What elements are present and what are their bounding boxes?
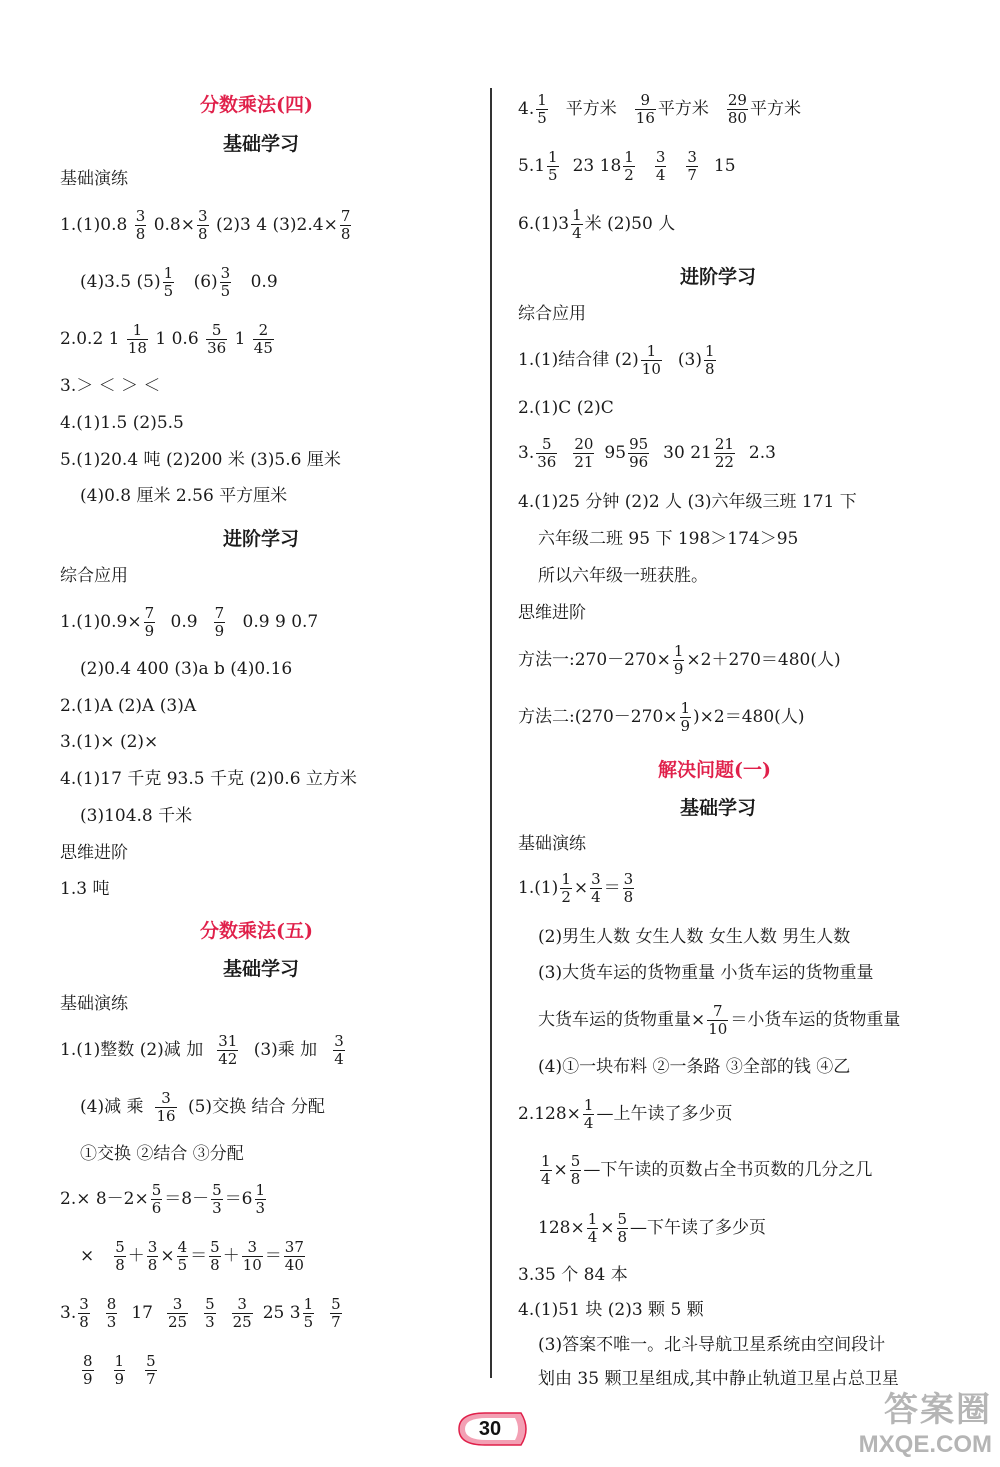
fraction-denominator: 40: [284, 1256, 304, 1274]
fraction-numerator: 1: [704, 342, 715, 360]
fraction: [163, 265, 175, 300]
answer-line-r2: 5.1 $\frac{1}{5}$ 23 18 $\frac{1}{2}$ $\frac{3}{4}$ $\frac{3}{7}$ 15: [518, 148, 736, 184]
fraction-denominator: 9: [114, 1370, 125, 1388]
fraction: [635, 92, 656, 127]
fraction-numerator: 3: [161, 1089, 171, 1107]
subheading-comprehensive-r: 综合应用: [518, 304, 586, 324]
fraction-numerator: 5: [617, 1210, 628, 1228]
fraction-numerator: 5: [210, 1238, 220, 1256]
fraction-denominator: 8: [115, 1256, 125, 1274]
fraction-numerator: 1: [561, 870, 571, 888]
answer-line-1: 1.(1)0.8 $\frac{3}{8}$ 0.8× $\frac{3}{8}$ (2)3 4 (3)2.4× $\frac{7}{8}$: [60, 207, 351, 243]
fraction-numerator: 7: [340, 207, 351, 225]
fraction-denominator: 8: [79, 1313, 89, 1331]
fraction: [253, 322, 274, 357]
fraction-denominator: 3: [255, 1199, 266, 1217]
fraction-numerator: 7: [214, 604, 225, 622]
fraction: [135, 208, 147, 243]
fraction-denominator: 36: [537, 453, 557, 471]
fraction: [217, 1033, 238, 1068]
fraction: [303, 1296, 315, 1331]
fraction-denominator: 7: [331, 1313, 341, 1331]
fraction-numerator: 3: [334, 1032, 344, 1050]
fraction-denominator: 8: [617, 1228, 628, 1246]
answer-line-6: 5.(1)20.4 吨 (2)200 米 (3)5.6 厘米: [60, 450, 341, 470]
fraction-numerator: 20: [574, 435, 594, 453]
watermark: [859, 1382, 992, 1459]
fraction: [106, 1296, 118, 1331]
fraction-numerator: 1: [163, 264, 174, 282]
fraction: [242, 1239, 263, 1274]
answer-line-14: 1.3 吨: [60, 879, 110, 899]
fraction-numerator: 8: [106, 1295, 117, 1313]
fraction-denominator: 9: [144, 622, 155, 640]
answer-line-20: 3. $\frac{3}{8}$ $\frac{8}{3}$ 17 $\frac{3}{25}$ $\frac{5}{3}$ $\frac{3}{25}$ 25 3 $\frac{1}{5}$ $\frac{5}{7}$: [60, 1295, 341, 1331]
fraction: [333, 1033, 345, 1068]
fraction-denominator: 5: [177, 1256, 188, 1274]
fraction-numerator: 3: [237, 1295, 247, 1313]
fraction-denominator: 10: [641, 360, 661, 378]
fraction-denominator: 4: [572, 224, 582, 242]
fraction-denominator: 16: [635, 109, 655, 127]
answer-line-r20: 3.35 个 84 本: [518, 1265, 628, 1285]
fraction-denominator: 4: [591, 888, 601, 906]
page-number: 30: [478, 1418, 502, 1440]
fraction-numerator: 5: [331, 1295, 341, 1313]
fraction: [641, 343, 662, 378]
fraction-denominator: 8: [210, 1256, 220, 1274]
fraction-numerator: 3: [197, 207, 208, 225]
fraction: [623, 871, 635, 906]
fraction-denominator: 4: [541, 1170, 551, 1188]
fraction: [144, 605, 156, 640]
fraction: [209, 1239, 221, 1274]
fraction: [232, 1296, 253, 1331]
fraction-denominator: 42: [218, 1050, 238, 1068]
fraction-denominator: 2: [624, 166, 634, 184]
fraction-denominator: 45: [253, 339, 273, 357]
fraction-denominator: 4: [655, 166, 666, 184]
fraction-numerator: 3: [687, 148, 697, 166]
page-number-badge: [455, 1409, 533, 1449]
answer-line-r13: (2)男生人数 女生人数 女生人数 男生人数: [538, 927, 851, 947]
answer-line-18: 2.× 8－2× $\frac{5}{6}$ ＝8－ $\frac{5}{3}$ ＝6 $\frac{1}{3}$: [60, 1181, 266, 1217]
subheading-basic-practice-r: 基础演练: [518, 834, 586, 854]
answer-line-5: 4.(1)1.5 (2)5.5: [60, 413, 184, 433]
fraction-denominator: 7: [146, 1370, 156, 1388]
answer-line-r8: 六年级二班 95 下 198＞174＞95: [538, 529, 799, 549]
fraction: [114, 1353, 126, 1388]
fraction-numerator: 3: [172, 1295, 183, 1313]
fraction-denominator: 5: [303, 1313, 314, 1331]
fraction: [255, 1182, 267, 1217]
fraction-denominator: 9: [214, 622, 225, 640]
fraction-numerator: 5: [211, 321, 222, 339]
fraction-numerator: 31: [218, 1032, 238, 1050]
fraction-numerator: 5: [212, 1181, 222, 1199]
fraction-denominator: 8: [197, 225, 208, 243]
fraction-denominator: 5: [220, 282, 231, 300]
fraction: [680, 700, 692, 735]
fraction-numerator: 29: [727, 91, 747, 109]
answer-line-r11: 方法二:(270－270× $\frac{1}{9}$ )×2＝480(人): [518, 699, 805, 735]
fraction: [204, 1296, 216, 1331]
fraction-denominator: 5: [163, 282, 174, 300]
heading-basic-learning: 基础学习: [223, 133, 300, 155]
fraction-denominator: 21: [574, 453, 594, 471]
fraction: [704, 343, 716, 378]
answer-line-r18: $\frac{1}{4}$ × $\frac{5}{8}$ —下午读的页数占全书页数的几分之几: [541, 1152, 873, 1188]
fraction: [707, 1003, 728, 1038]
watermark-logo-text: 答案圈: [884, 1390, 992, 1430]
fraction-numerator: 3: [147, 1238, 158, 1256]
answer-line-r9: 所以六年级一班获胜。: [538, 566, 708, 586]
answer-line-r3: 6.(1)3 $\frac{1}{4}$ 米 (2)50 人: [518, 206, 676, 242]
fraction: [82, 1353, 94, 1388]
fraction: [560, 871, 572, 906]
fraction-numerator: 1: [673, 642, 684, 660]
fraction-denominator: 3: [212, 1199, 222, 1217]
fraction: [655, 149, 667, 184]
answer-line-17: ①交换 ②结合 ③分配: [80, 1144, 244, 1164]
fraction-numerator: 3: [135, 207, 146, 225]
fraction-numerator: 1: [587, 1210, 598, 1228]
answer-line-10: 2.(1)A (2)A (3)A: [60, 696, 197, 716]
fraction-denominator: 25: [232, 1313, 252, 1331]
answer-line-r21: 4.(1)51 块 (2)3 颗 5 颗: [518, 1300, 704, 1320]
watermark-url: MXQE.COM: [858, 1431, 992, 1458]
answer-line-r10: 方法一:270－270× $\frac{1}{9}$ ×2＋270＝480(人): [518, 642, 841, 678]
fraction-denominator: 8: [147, 1256, 158, 1274]
fraction-denominator: 4: [334, 1050, 344, 1068]
answer-line-21: [80, 1353, 159, 1388]
answer-line-9: (2)0.4 400 (3)a b (4)0.16: [80, 659, 293, 679]
answer-line-2: (4)3.5 (5) $\frac{1}{5}$ (6) $\frac{3}{5}$ 0.9: [80, 264, 278, 300]
fraction-numerator: 1: [541, 1152, 551, 1170]
fraction: [570, 1153, 582, 1188]
fraction-denominator: 16: [156, 1107, 176, 1125]
fraction-denominator: 4: [587, 1228, 598, 1246]
fraction: [145, 1353, 157, 1388]
fraction-denominator: 8: [135, 225, 146, 243]
section-title-fraction-mult-4: 分数乘法(四): [200, 94, 313, 116]
fraction: [686, 149, 698, 184]
answer-line-11: 3.(1)× (2)×: [60, 732, 159, 752]
answer-line-19: × $\frac{5}{8}$ ＋ $\frac{3}{8}$ × $\frac{4}{5}$ ＝ $\frac{5}{8}$ ＋ $\frac{3}{10}$ ＝ $\frac{37}{40}$: [80, 1238, 304, 1274]
fraction-numerator: 1: [548, 148, 558, 166]
fraction: [330, 1296, 342, 1331]
subheading-thinking-r: 思维进阶: [518, 603, 586, 623]
answer-line-r15: 大货车运的货物重量× $\frac{7}{10}$ ＝小货车运的货物重量: [538, 1002, 901, 1038]
fraction: [197, 208, 209, 243]
fraction-numerator: 1: [114, 1352, 125, 1370]
subheading-basic-practice-2: 基础演练: [60, 994, 128, 1014]
answer-line-r14: (3)大货车运的货物重量 小货车运的货物重量: [538, 963, 874, 983]
answer-line-r23: 划由 35 颗卫星组成,其中静止轨道卫星占总卫星: [538, 1369, 899, 1389]
heading-basic-learning-2: 基础学习: [223, 958, 300, 980]
fraction-denominator: 96: [629, 453, 649, 471]
answer-line-r1: 4. $\frac{1}{5}$ 平方米 $\frac{9}{16}$ 平方米 $\frac{29}{80}$ 平方米: [518, 91, 801, 127]
answer-line-r12: 1.(1) $\frac{1}{2}$ × $\frac{3}{4}$ ＝ $\frac{3}{8}$: [518, 870, 634, 906]
fraction: [155, 1090, 176, 1125]
fraction-numerator: 3: [247, 1238, 257, 1256]
fraction: [583, 1097, 595, 1132]
section-title-fraction-mult-5: 分数乘法(五): [200, 920, 313, 942]
fraction-numerator: 4: [177, 1238, 188, 1256]
fraction: [127, 322, 148, 357]
fraction-numerator: 5: [146, 1352, 156, 1370]
fraction-denominator: 22: [714, 453, 734, 471]
fraction-numerator: 5: [570, 1152, 581, 1170]
fraction-numerator: 2: [258, 321, 269, 339]
fraction-denominator: 36: [207, 339, 227, 357]
answer-line-13: (3)104.8 千米: [80, 806, 193, 826]
fraction-denominator: 3: [205, 1313, 215, 1331]
fraction-denominator: 8: [570, 1170, 581, 1188]
fraction: [167, 1296, 188, 1331]
fraction-numerator: 7: [713, 1002, 723, 1020]
fraction-denominator: 10: [708, 1020, 728, 1038]
column-divider: [490, 88, 492, 1378]
answer-line-r17: 2.128× $\frac{1}{4}$ —上午读了多少页: [518, 1096, 733, 1132]
heading-advanced-learning-r: 进阶学习: [680, 266, 757, 288]
fraction-denominator: 25: [167, 1313, 188, 1331]
fraction-denominator: 6: [151, 1199, 162, 1217]
fraction-numerator: 5: [205, 1295, 215, 1313]
fraction: [673, 643, 685, 678]
fraction-numerator: 1: [255, 1181, 266, 1199]
fraction: [587, 1211, 599, 1246]
fraction: [284, 1239, 305, 1274]
fraction: [214, 605, 226, 640]
fraction-denominator: 4: [583, 1114, 594, 1132]
fraction-denominator: 7: [687, 166, 697, 184]
fraction: [536, 92, 548, 127]
fraction: [628, 436, 649, 471]
fraction: [151, 1182, 163, 1217]
fraction-numerator: 1: [303, 1295, 314, 1313]
fraction-numerator: 95: [629, 435, 649, 453]
heading-advanced-learning: 进阶学习: [223, 528, 300, 550]
fraction: [547, 149, 559, 184]
fraction: [147, 1239, 159, 1274]
subheading-thinking: 思维进阶: [60, 843, 128, 863]
fraction: [590, 871, 602, 906]
fraction-denominator: 5: [548, 166, 558, 184]
answer-line-16: (4)减 乘 $\frac{3}{16}$ (5)交换 结合 分配: [80, 1089, 325, 1125]
answer-line-r4: 1.(1)结合律 (2) $\frac{1}{10}$ (3) $\frac{1}{8}$: [518, 342, 715, 378]
fraction-denominator: 80: [727, 109, 747, 127]
fraction: [78, 1296, 90, 1331]
fraction-denominator: 8: [704, 360, 715, 378]
answer-line-15: 1.(1)整数 (2)减 加 $\frac{31}{42}$ (3)乘 加 $\frac{3}{4}$: [60, 1032, 344, 1068]
fraction: [617, 1211, 629, 1246]
fraction: [206, 322, 227, 357]
answer-line-8: 1.(1)0.9× $\frac{7}{9}$ 0.9 $\frac{7}{9}$ 0.9 9 0.7: [60, 604, 319, 640]
fraction-numerator: 7: [144, 604, 155, 622]
fraction-numerator: 37: [284, 1238, 304, 1256]
fraction: [340, 208, 352, 243]
fraction-numerator: 3: [220, 264, 231, 282]
answer-line-r7: 4.(1)25 分钟 (2)2 人 (3)六年级三班 171 下: [518, 492, 857, 512]
fraction-numerator: 1: [132, 321, 143, 339]
answer-line-3: 2.0.2 1 $\frac{1}{18}$ 1 0.6 $\frac{5}{36}$ 1 $\frac{2}{45}$: [60, 321, 273, 357]
answer-line-4: 3.＞ ＜ ＞ ＜: [60, 376, 161, 396]
fraction: [114, 1239, 126, 1274]
fraction-numerator: 5: [542, 435, 552, 453]
fraction-denominator: 9: [83, 1370, 93, 1388]
fraction-numerator: 1: [572, 206, 582, 224]
answer-line-12: 4.(1)17 千克 93.5 千克 (2)0.6 立方米: [60, 769, 357, 789]
fraction: [211, 1182, 223, 1217]
fraction-numerator: 1: [583, 1096, 594, 1114]
fraction: [536, 436, 557, 471]
fraction-denominator: 2: [561, 888, 571, 906]
heading-basic-learning-r: 基础学习: [680, 797, 757, 819]
fraction-numerator: 5: [115, 1238, 125, 1256]
section-title-solve-problems-1: 解决问题(一): [658, 759, 771, 781]
fraction-denominator: 9: [673, 660, 684, 678]
fraction-numerator: 21: [714, 435, 734, 453]
fraction-numerator: 1: [680, 699, 691, 717]
fraction: [714, 436, 735, 471]
fraction-denominator: 8: [623, 888, 634, 906]
fraction-denominator: 18: [127, 339, 147, 357]
answer-line-r5: 2.(1)C (2)C: [518, 398, 614, 418]
subheading-basic-practice: 基础演练: [60, 169, 128, 189]
fraction-numerator: 1: [537, 91, 547, 109]
fraction: [727, 92, 748, 127]
fraction-numerator: 1: [624, 148, 634, 166]
fraction-numerator: 3: [591, 870, 601, 888]
fraction: [573, 436, 594, 471]
answer-line-7: (4)0.8 厘米 2.56 平方厘米: [80, 486, 288, 506]
answer-line-r19: 128× $\frac{1}{4}$ × $\frac{5}{8}$ —下午读了多少页: [538, 1210, 767, 1246]
answer-line-r16: (4)①一块布料 ②一条路 ③全部的钱 ④乙: [538, 1057, 851, 1077]
fraction-denominator: 9: [680, 717, 691, 735]
fraction-numerator: 8: [83, 1352, 93, 1370]
fraction: [623, 149, 635, 184]
subheading-comprehensive: 综合应用: [60, 566, 128, 586]
fraction-denominator: 3: [106, 1313, 117, 1331]
fraction-denominator: 5: [537, 109, 547, 127]
fraction: [571, 207, 583, 242]
fraction: [177, 1239, 189, 1274]
fraction: [220, 265, 232, 300]
fraction-numerator: 5: [151, 1181, 162, 1199]
answer-line-r6: 3. $\frac{5}{36}$ $\frac{20}{21}$ 95 $\frac{95}{96}$ 30 21 $\frac{21}{22}$ 2.3: [518, 435, 776, 471]
fraction-denominator: 8: [340, 225, 351, 243]
fraction-numerator: 3: [655, 148, 666, 166]
fraction-numerator: 3: [79, 1295, 89, 1313]
fraction: [540, 1153, 552, 1188]
fraction-numerator: 3: [623, 870, 634, 888]
fraction-numerator: 9: [640, 91, 651, 109]
fraction-numerator: 1: [646, 342, 657, 360]
fraction-denominator: 10: [242, 1256, 262, 1274]
answer-line-r22: (3)答案不唯一。北斗导航卫星系统由空间段计: [538, 1335, 886, 1355]
